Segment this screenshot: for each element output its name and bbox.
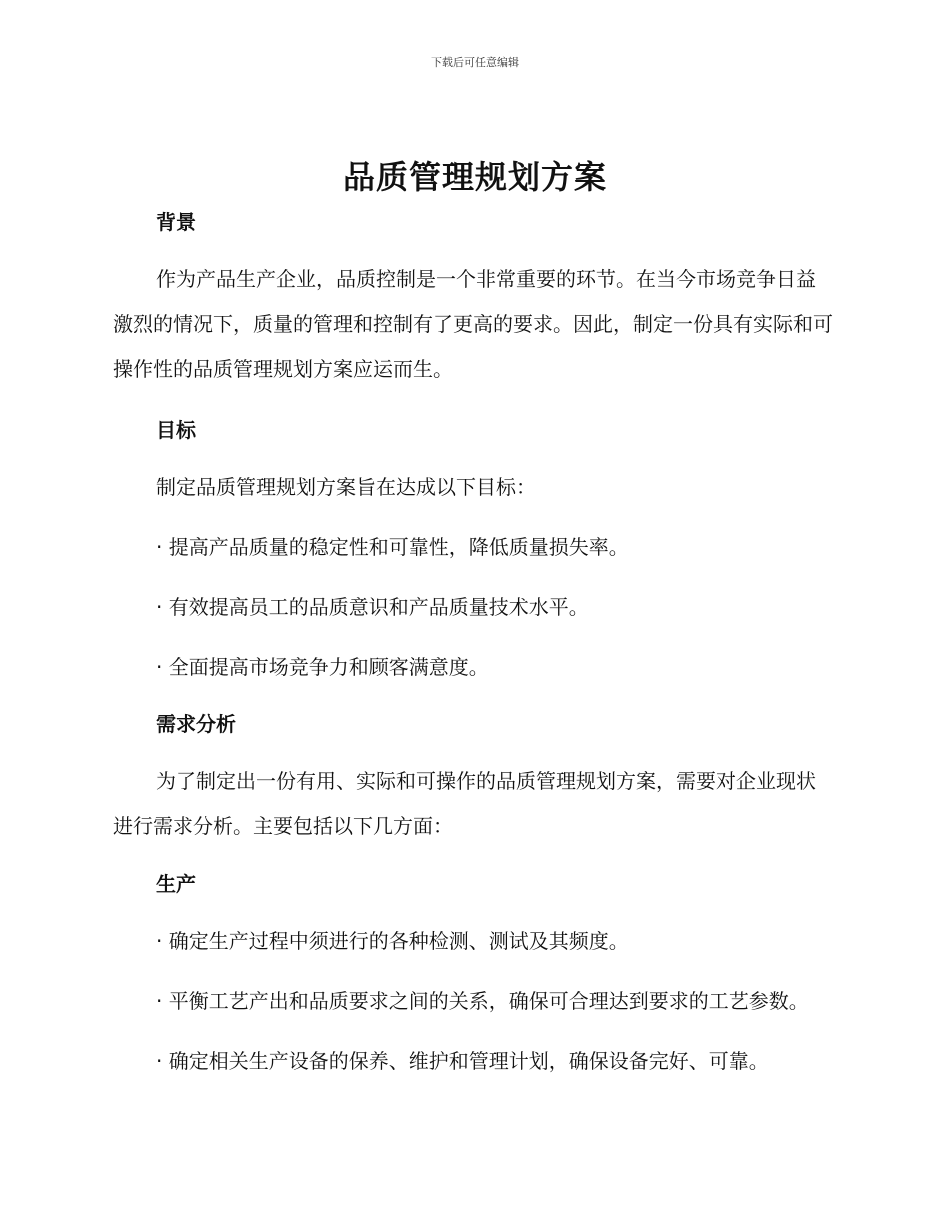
heading-background: 背景 [156, 210, 196, 234]
heading-production: 生产 [156, 872, 196, 896]
list-item-production-2: · 平衡工艺产出和品质要求之间的关系，确保可合理达到要求的工艺参数。 [156, 989, 809, 1013]
list-item-production-1: · 确定生产过程中须进行的各种检测、测试及其频度。 [156, 929, 629, 953]
list-item-goal-1: · 提高产品质量的稳定性和可靠性，降低质量损失率。 [156, 535, 629, 559]
list-item-goal-2: · 有效提高员工的品质意识和产品质量技术水平。 [156, 595, 589, 619]
header-note: 下载后可任意编辑 [431, 56, 519, 69]
paragraph-background: 作为产品生产企业，品质控制是一个非常重要的环节。在当今市场竞争日益激烈的情况下，质量的管理和控制有了更高的要求。因此，制定一份具有实际和可操作性的品质管理规划方案应运而生。 [113, 267, 833, 381]
paragraph-goals-intro: 制定品质管理规划方案旨在达成以下目标： [156, 475, 536, 499]
list-item-production-3: · 确定相关生产设备的保养、维护和管理计划，确保设备完好、可靠。 [156, 1049, 769, 1073]
paragraph-needs: 为了制定出一份有用、实际和可操作的品质管理规划方案，需要对企业现状进行需求分析。主要包括以下几方面： [113, 769, 816, 838]
document-title: 品质管理规划方案 [342, 158, 607, 196]
heading-goals: 目标 [156, 418, 196, 442]
heading-needs: 需求分析 [156, 712, 236, 736]
list-item-goal-3: · 全面提高市场竞争力和顾客满意度。 [156, 655, 489, 679]
document-body [113, 202, 833, 1084]
